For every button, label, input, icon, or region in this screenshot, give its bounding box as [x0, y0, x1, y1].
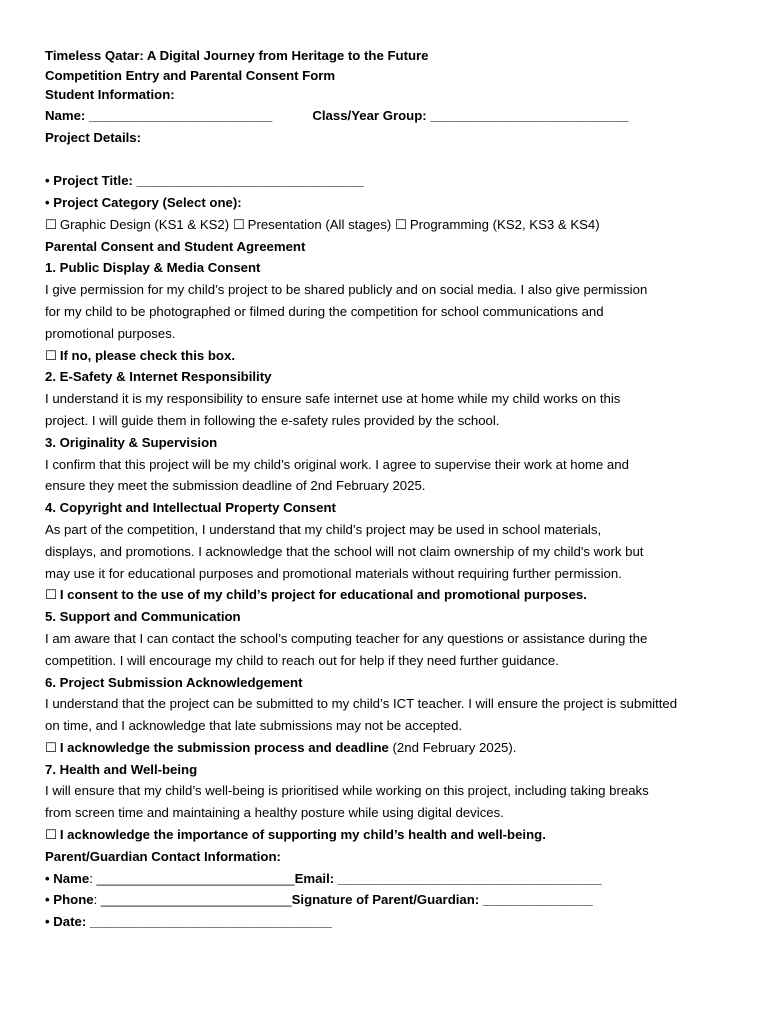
date-field[interactable]: • Date: _________________________________: [45, 914, 332, 930]
checkbox-label: I acknowledge the submission process and deadline: [59, 739, 389, 755]
section-text: from screen time and maintaining a healthy posture while using digital devices.: [45, 805, 504, 821]
checkbox-icon: ☐: [45, 739, 57, 755]
checkbox-icon: ☐: [232, 216, 245, 232]
consent-section-5: [45, 606, 745, 671]
checkbox-label: I consent to the use of my child’s project for educational and promotional purposes.: [59, 587, 587, 603]
consent-form-page: [45, 46, 745, 933]
project-category-options: [45, 214, 745, 236]
section-text: promotional purposes.: [45, 325, 176, 341]
submission-ack-checkbox[interactable]: [45, 737, 745, 759]
section-text: ensure they meet the submission deadline of 2nd February 2025.: [45, 478, 426, 494]
copyright-consent-checkbox[interactable]: [45, 584, 745, 606]
parent-name-field[interactable]: [45, 871, 295, 886]
field-blank: : __________________________: [93, 892, 292, 908]
section-text: displays, and promotions. I acknowledge that the school will not claim ownership of my child's work but: [45, 543, 644, 559]
section-title: 6. Project Submission Acknowledgement: [45, 674, 303, 690]
field-label: • Phone: [45, 892, 94, 908]
parent-signature-field[interactable]: Signature of Parent/Guardian: _______________: [291, 892, 593, 908]
student-info-heading: Student Information:: [45, 87, 175, 103]
section-title: 4. Copyright and Intellectual Property Consent: [45, 500, 336, 516]
consent-section-2: [45, 366, 745, 431]
section-text: competition. I will encourage my child to reach out for help if they need further guidance.: [45, 652, 559, 668]
checkbox-icon: ☐: [395, 216, 407, 232]
checkbox-icon: ☐: [45, 347, 57, 363]
parent-phone-field[interactable]: [45, 892, 292, 907]
spacer: [45, 148, 745, 170]
section-title: 1. Public Display & Media Consent: [45, 260, 261, 276]
contact-row-name-email: [45, 868, 745, 890]
checkbox-icon: ☐: [45, 827, 57, 843]
project-title-field[interactable]: • Project Title: _______________________________: [45, 173, 364, 189]
checkbox-label: If no, please check this box.: [59, 347, 235, 363]
contact-row-phone-signature: [45, 889, 745, 911]
consent-section-3: [45, 432, 745, 497]
parent-email-field[interactable]: Email: ____________________________________: [294, 870, 602, 886]
section-title: 3. Originality & Supervision: [45, 434, 218, 450]
section-text: may use it for educational purposes and promotional materials without requiring further permission.: [45, 565, 622, 581]
section-text: I will ensure that my child’s well-being is prioritised while working on this project, including taking breaks: [45, 783, 649, 799]
contact-heading: Parent/Guardian Contact Information:: [45, 848, 281, 864]
section-text: I confirm that this project will be my child’s original work. I agree to supervise their work at home and: [45, 456, 629, 472]
consent-heading: Parental Consent and Student Agreement: [45, 238, 306, 254]
section-text: I understand it is my responsibility to ensure safe internet use at home while my child works on this: [45, 391, 621, 407]
wellbeing-ack-checkbox[interactable]: [45, 824, 745, 846]
consent-section-6: [45, 672, 745, 759]
consent-section-4: [45, 497, 745, 606]
section-text: I understand that the project can be submitted to my child’s ICT teacher. I will ensure the project is submitted: [45, 696, 678, 712]
section-title: 2. E-Safety & Internet Responsibility: [45, 369, 272, 385]
project-category-label: • Project Category (Select one):: [45, 194, 242, 210]
project-details-heading: Project Details:: [45, 129, 142, 145]
consent-section-7: [45, 759, 745, 846]
option-label: Graphic Design (KS1 & KS2): [59, 216, 230, 232]
section-text: project. I will guide them in following the e-safety rules provided by the school.: [45, 412, 500, 428]
class-year-field[interactable]: Class/Year Group: ___________________________: [312, 107, 629, 123]
checkbox-label-suffix: (2nd February 2025).: [388, 739, 517, 755]
option-label: Programming (KS2, KS3 & KS4): [409, 216, 600, 232]
form-title: Timeless Qatar: A Digital Journey from Heritage to the Future: [45, 48, 429, 63]
section-title: 5. Support and Communication: [45, 609, 241, 625]
checkbox-icon: ☐: [45, 216, 57, 232]
checkbox-programming[interactable]: [395, 217, 600, 232]
checkbox-label: I acknowledge the importance of supporting my child’s health and well-being.: [59, 827, 546, 843]
checkbox-presentation[interactable]: [233, 217, 392, 232]
student-info-row: [45, 105, 745, 127]
field-blank: : ___________________________: [89, 870, 295, 886]
section-text: on time, and I acknowledge that late submissions may not be accepted.: [45, 718, 463, 734]
checkbox-graphic-design[interactable]: [45, 217, 229, 232]
form-subtitle: Competition Entry and Parental Consent Form: [45, 67, 336, 83]
option-label: Presentation (All stages): [247, 216, 392, 232]
field-label: • Name: [45, 870, 90, 886]
section-title: 7. Health and Well-being: [45, 761, 198, 777]
section-text: I give permission for my child’s project to be shared publicly and on social media. I also give permission: [45, 282, 648, 298]
checkbox-icon: ☐: [45, 587, 57, 603]
media-opt-out-checkbox[interactable]: [45, 345, 745, 367]
section-text: As part of the competition, I understand that my child’s project may be used in school materials,: [45, 521, 602, 537]
student-name-field[interactable]: Name: _________________________: [45, 107, 273, 123]
section-text: for my child to be photographed or filmed during the competition for school communications and: [45, 303, 604, 319]
section-text: I am aware that I can contact the school’s computing teacher for any questions or assistance during the: [45, 630, 648, 646]
consent-section-1: [45, 257, 745, 366]
